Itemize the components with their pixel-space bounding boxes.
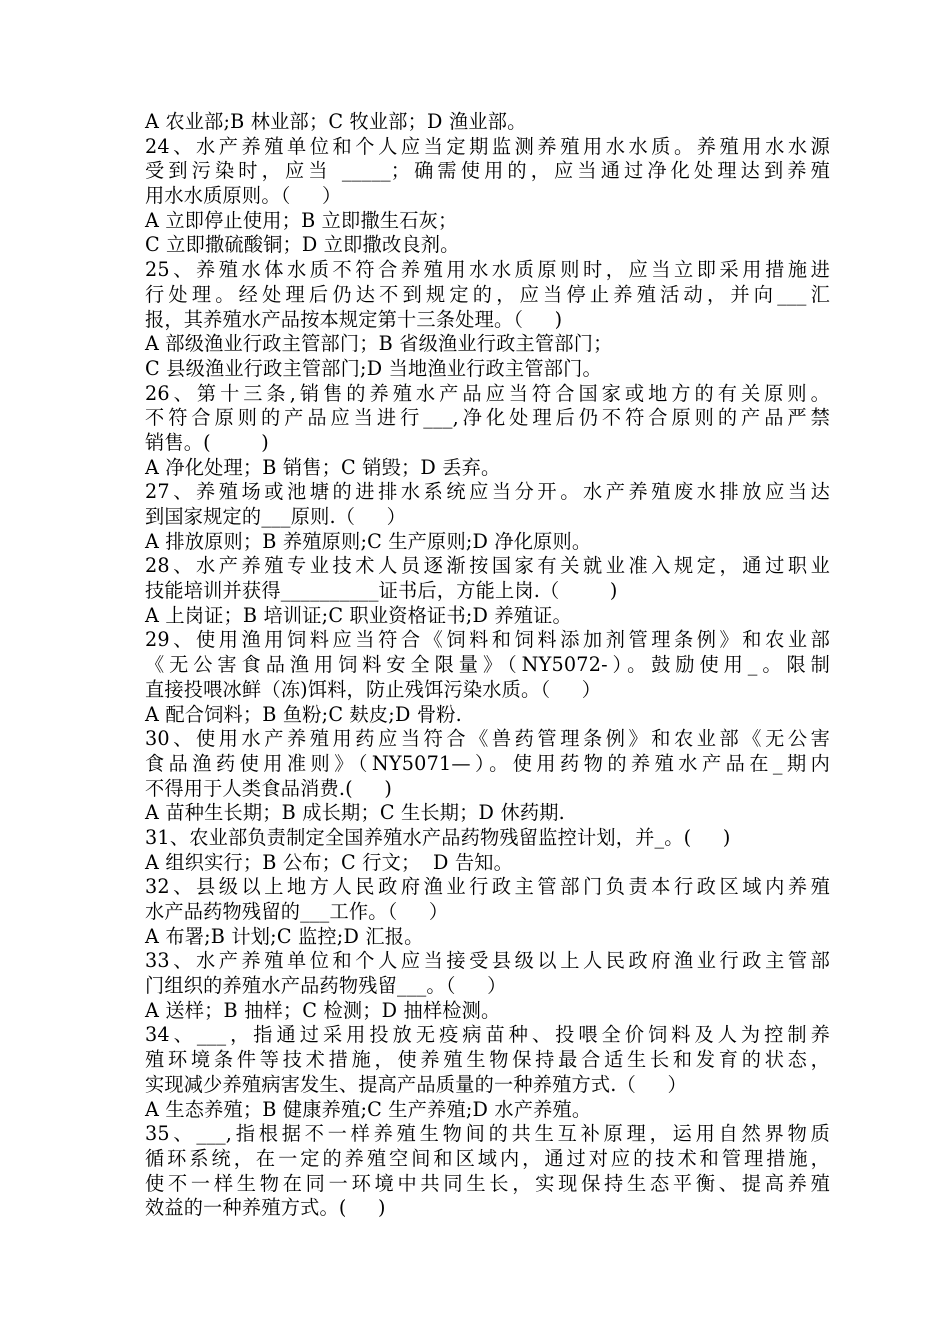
text-line: A 苗种生长期；B 成长期；C 生长期；D 休药期. — [145, 801, 565, 825]
text-line: 33、水产养殖单位和个人应当接受县级以上人民政府渔业行政主管部 — [145, 949, 830, 973]
text-line: 效益的一种养殖方式。( ) — [145, 1196, 386, 1220]
text-line: A 农业部;B 林业部；C 牧业部；D 渔业部。 — [145, 110, 527, 133]
text-line: 不符合原则的产品应当进行___,净化处理后仍不符合原则的产品严禁 — [145, 406, 830, 430]
text-line: 行处理。经处理后仍达不到规定的，应当停止养殖活动，并向___汇 — [145, 282, 830, 306]
text-line: 殖环境条件等技术措施，使养殖生物保持最合适生长和发育的状态， — [145, 1048, 830, 1072]
text-line: A 净化处理；B 销售；C 销毁；D 丢弃。 — [145, 455, 501, 479]
text-line: A 立即停止使用；B 立即撒生石灰； — [145, 208, 458, 232]
text-line: C 县级渔业行政主管部门;D 当地渔业行政主管部门。 — [145, 356, 602, 380]
text-line: 《无公害食品渔用饲料安全限量》（NY5072-）。鼓励使用_。限制 — [145, 653, 830, 677]
text-line: 水产品药物残留的___工作。（ ） — [145, 900, 449, 923]
text-line: A 排放原则；B 养殖原则;C 生产原则;D 净化原则。 — [145, 529, 592, 553]
text-line: 26、第十三条,销售的养殖水产品应当符合国家或地方的有关原则。 — [145, 381, 830, 405]
text-line: 31、农业部负责制定全国养殖水产品药物残留监控计划，并_。( ) — [145, 825, 731, 849]
text-line: 27、养殖场或池塘的进排水系统应当分开。水产养殖废水排放应当达 — [145, 480, 830, 504]
text-line: A 上岗证；B 培训证;C 职业资格证书;D 养殖证。 — [145, 603, 572, 627]
text-line: A 布署;B 计划;C 监控;D 汇报。 — [145, 924, 424, 948]
text-line: 技能培训并获得__________证书后，方能上岗.（ ) — [145, 579, 618, 603]
text-line: A 生态养殖；B 健康养殖;C 生产养殖;D 水产养殖。 — [145, 1097, 592, 1121]
text-line: 32、县级以上地方人民政府渔业行政主管部门负责本行政区域内养殖 — [145, 875, 830, 899]
text-line: 29、使用渔用饲料应当符合《饲料和饲料添加剂管理条例》和农业部 — [145, 628, 830, 652]
text-line: 循环系统，在一定的养殖空间和区域内，通过对应的技术和管理措施， — [145, 1146, 830, 1170]
text-line: A 配合饲料；B 鱼粉;C 麸皮;D 骨粉. — [145, 702, 462, 726]
text-line: 30、使用水产养殖用药应当符合《兽药管理条例》和农业部《无公害 — [145, 727, 830, 751]
text-line: A 送样；B 抽样；C 检测；D 抽样检测。 — [145, 998, 501, 1022]
text-line: 销售。( ) — [145, 430, 269, 454]
text-line: 受到污染时，应当 _____；确需使用的，应当通过净化处理达到养殖 — [145, 159, 830, 183]
text-line: 25、养殖水体水质不符合养殖用水水质原则时，应当立即采用措施进 — [145, 258, 830, 282]
text-line: A 组织实行；B 公布；C 行文； D 告知。 — [145, 850, 514, 874]
text-line: 35、___,指根据不一样养殖生物间的共生互补原理，运用自然界物质 — [145, 1122, 830, 1146]
text-line: 34、___，指通过采用投放无疫病苗种、投喂全价饲料及人为控制养 — [145, 1023, 830, 1047]
text-line: 24、水产养殖单位和个人应当定期监测养殖用水水质。养殖用水水源 — [145, 134, 830, 158]
text-line: 28、水产养殖专业技术人员逐渐按国家有关就业准入规定，通过职业 — [145, 554, 830, 578]
text-line: 不得用于人类食品消费.( ) — [145, 776, 393, 800]
text-line: C 立即撒硫酸铜；D 立即撒改良剂。 — [145, 233, 460, 257]
text-line: 使不一样生物在同一环境中共同生长，实现保持生态平衡、提高养殖 — [145, 1171, 830, 1195]
text-line: 用水水质原则。（ ） — [145, 184, 342, 208]
text-line: 直接投喂冰鲜（冻)饵料，防止残饵污染水质。（ ） — [145, 677, 602, 701]
text-line: 到国家规定的___原则.（ ） — [145, 505, 407, 528]
text-line: 报，其养殖水产品按本规定第十三条处理。（ ) — [145, 307, 563, 331]
text-line: 门组织的养殖水产品药物残留___。（ ） — [145, 974, 507, 998]
text-line: 食品渔药使用准则》（NY5071—）。使用药物的养殖水产品在_期内 — [145, 751, 830, 775]
text-line: A 部级渔业行政主管部门；B 省级渔业行政主管部门； — [145, 332, 613, 356]
text-line: 实现减少养殖病害发生、提高产品质量的一种养殖方式.（ ） — [145, 1072, 687, 1096]
document-body — [145, 110, 830, 1221]
